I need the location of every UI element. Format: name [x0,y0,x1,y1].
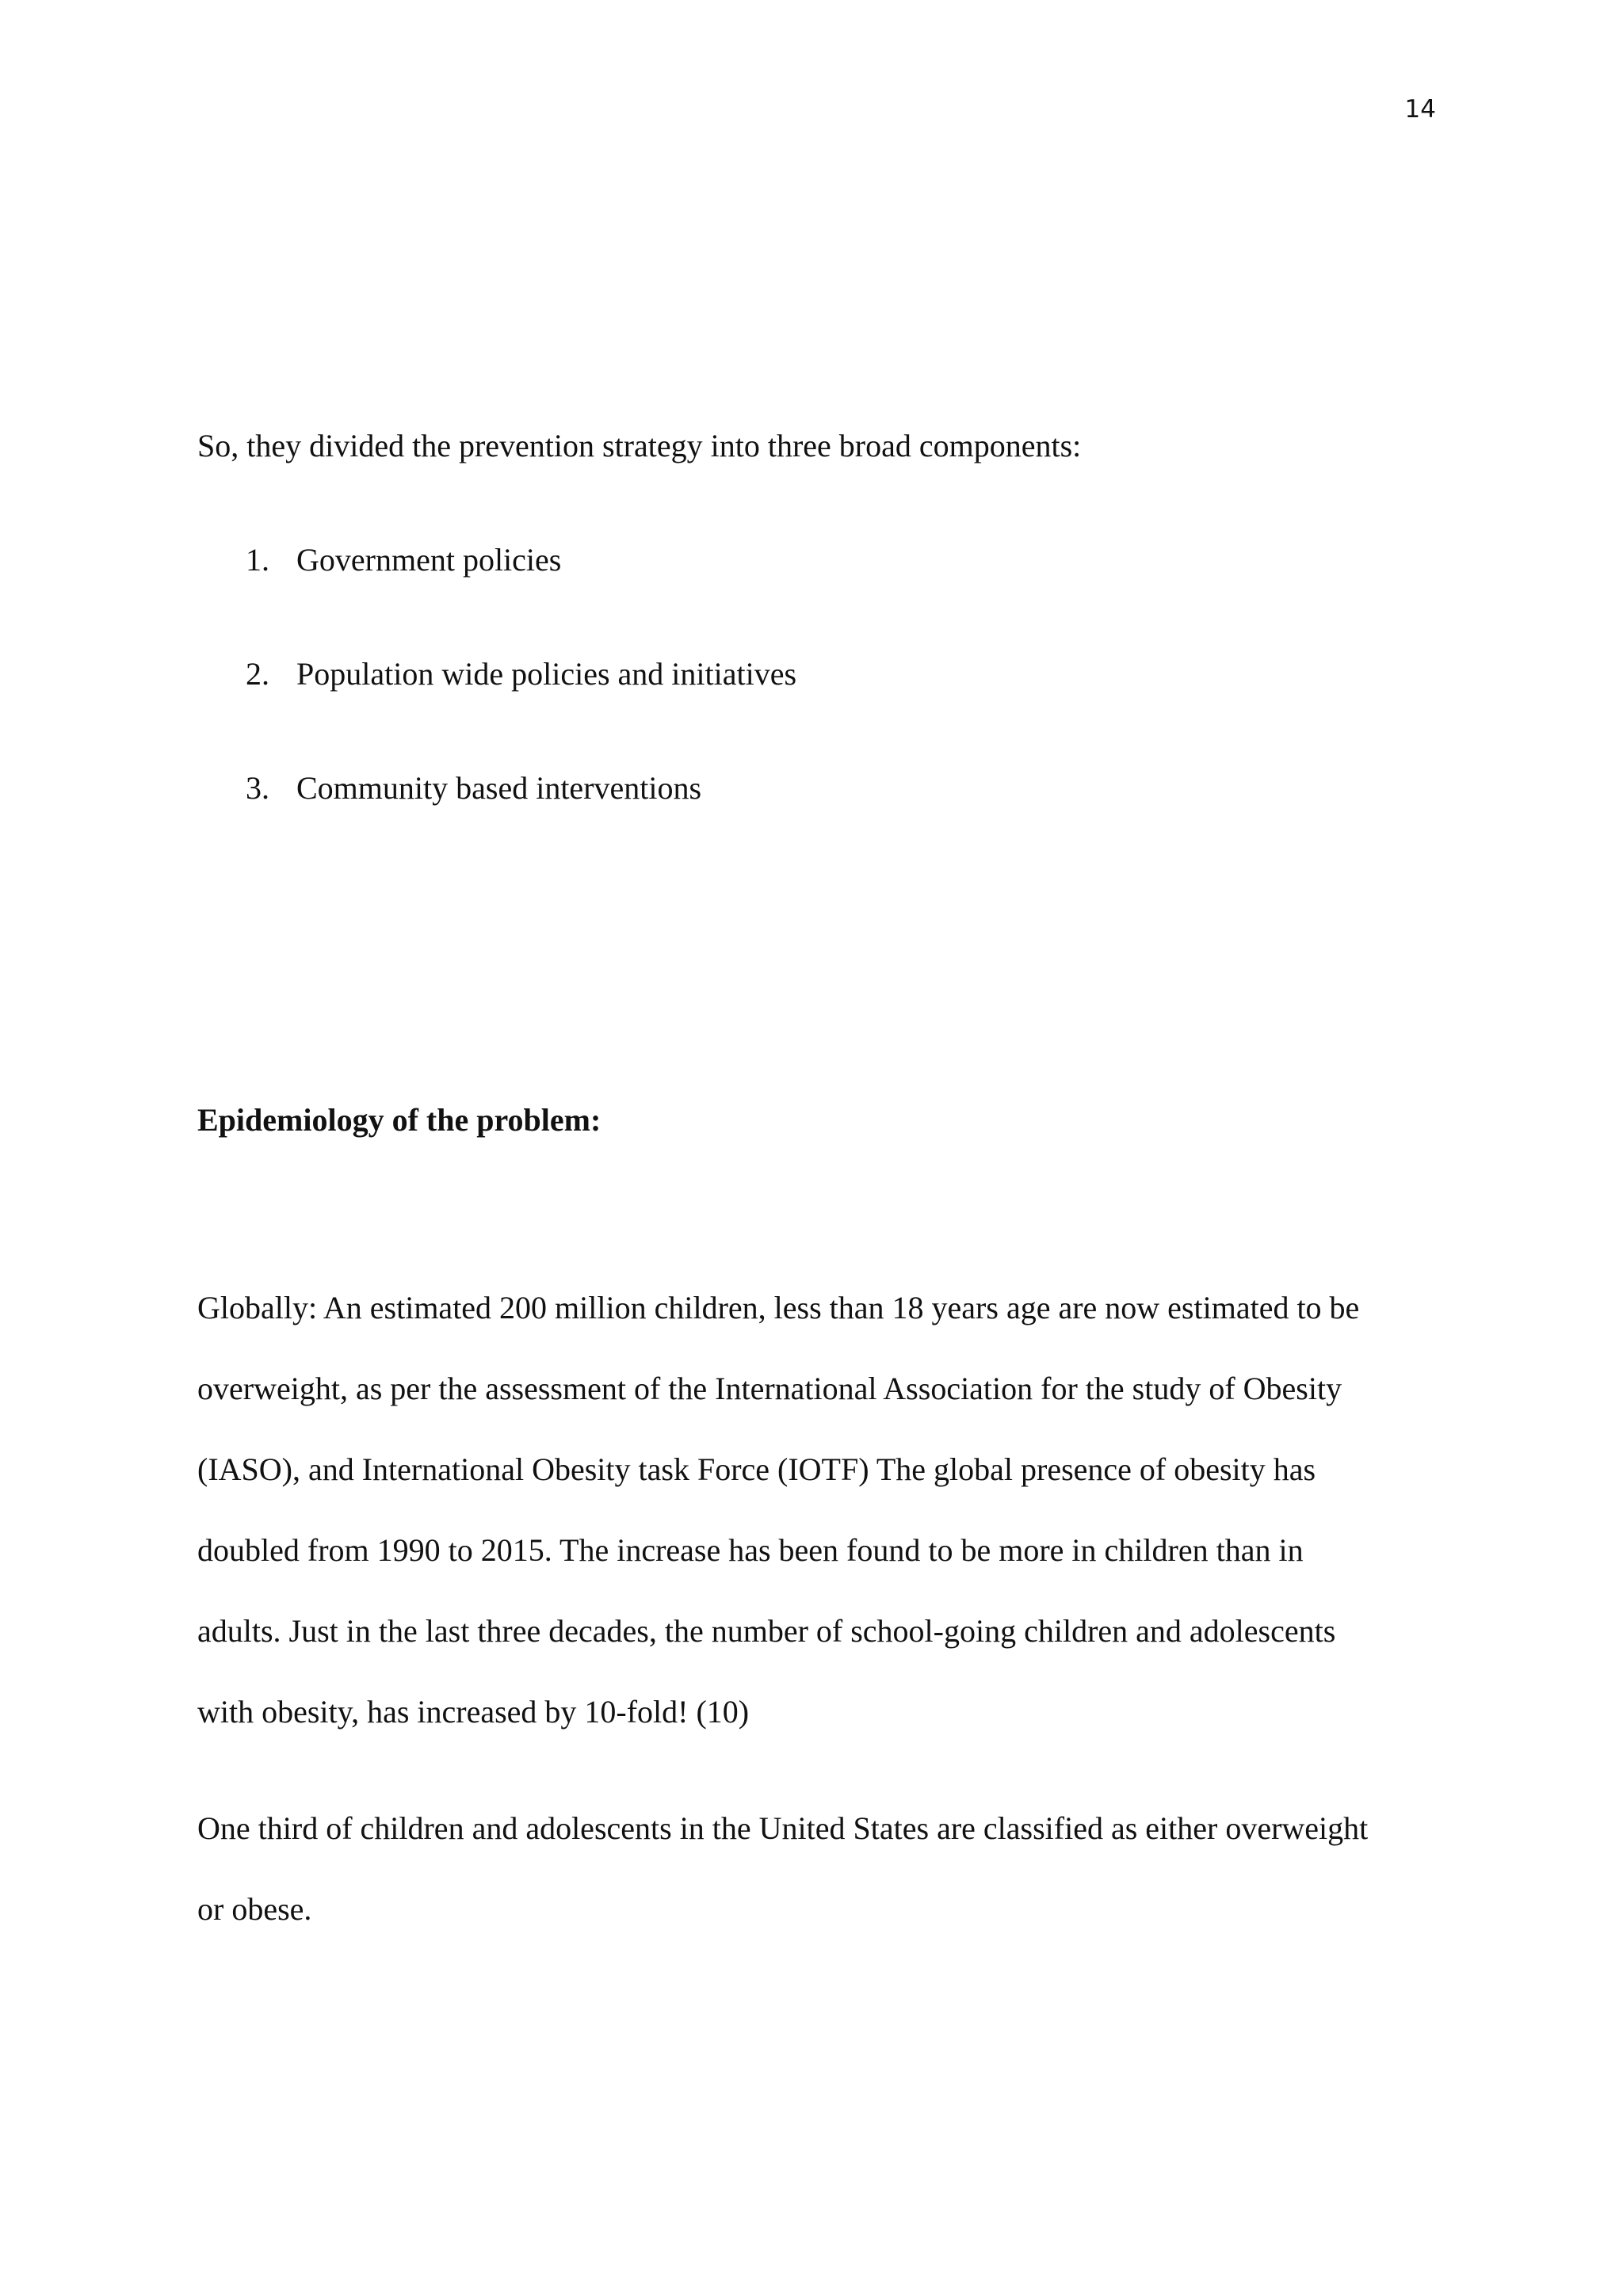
paragraph-line: or obese. [197,1891,312,1927]
page-number: 14 [1404,95,1436,124]
paragraph-line: doubled from 1990 to 2015. The increase has been found to be more in children than in [197,1532,1304,1568]
paragraph-line: (IASO), and International Obesity task Force (IOTF) The global presence of obesity has [197,1451,1316,1487]
list-number: 1. [246,542,269,578]
list-item-government-policies [246,541,561,579]
paragraph-line: with obesity, has increased by 10-fold! (10) [197,1694,750,1730]
section-heading: Epidemiology of the problem: [197,1102,601,1138]
paragraph-line: adults. Just in the last three decades, the number of school-going children and adolescents [197,1613,1336,1649]
intro-sentence: So, they divided the prevention strategy into three broad components: [197,428,1082,463]
list-item-label: Community based interventions [296,770,702,806]
paragraph-line: Globally: An estimated 200 million children, less than 18 years age are now estimated to be [197,1290,1360,1325]
list-item-label: Population wide policies and initiatives [296,656,797,692]
list-item-community-interventions [246,769,701,807]
paragraph-line: overweight, as per the assessment of the International Association for the study of Obesity [197,1371,1342,1406]
list-item-population-wide-policies [246,655,796,693]
paragraph-line: One third of children and adolescents in the United States are classified as either overweight [197,1810,1369,1846]
list-item-label: Government policies [296,542,562,578]
list-number: 3. [246,770,269,806]
list-number: 2. [246,656,269,692]
